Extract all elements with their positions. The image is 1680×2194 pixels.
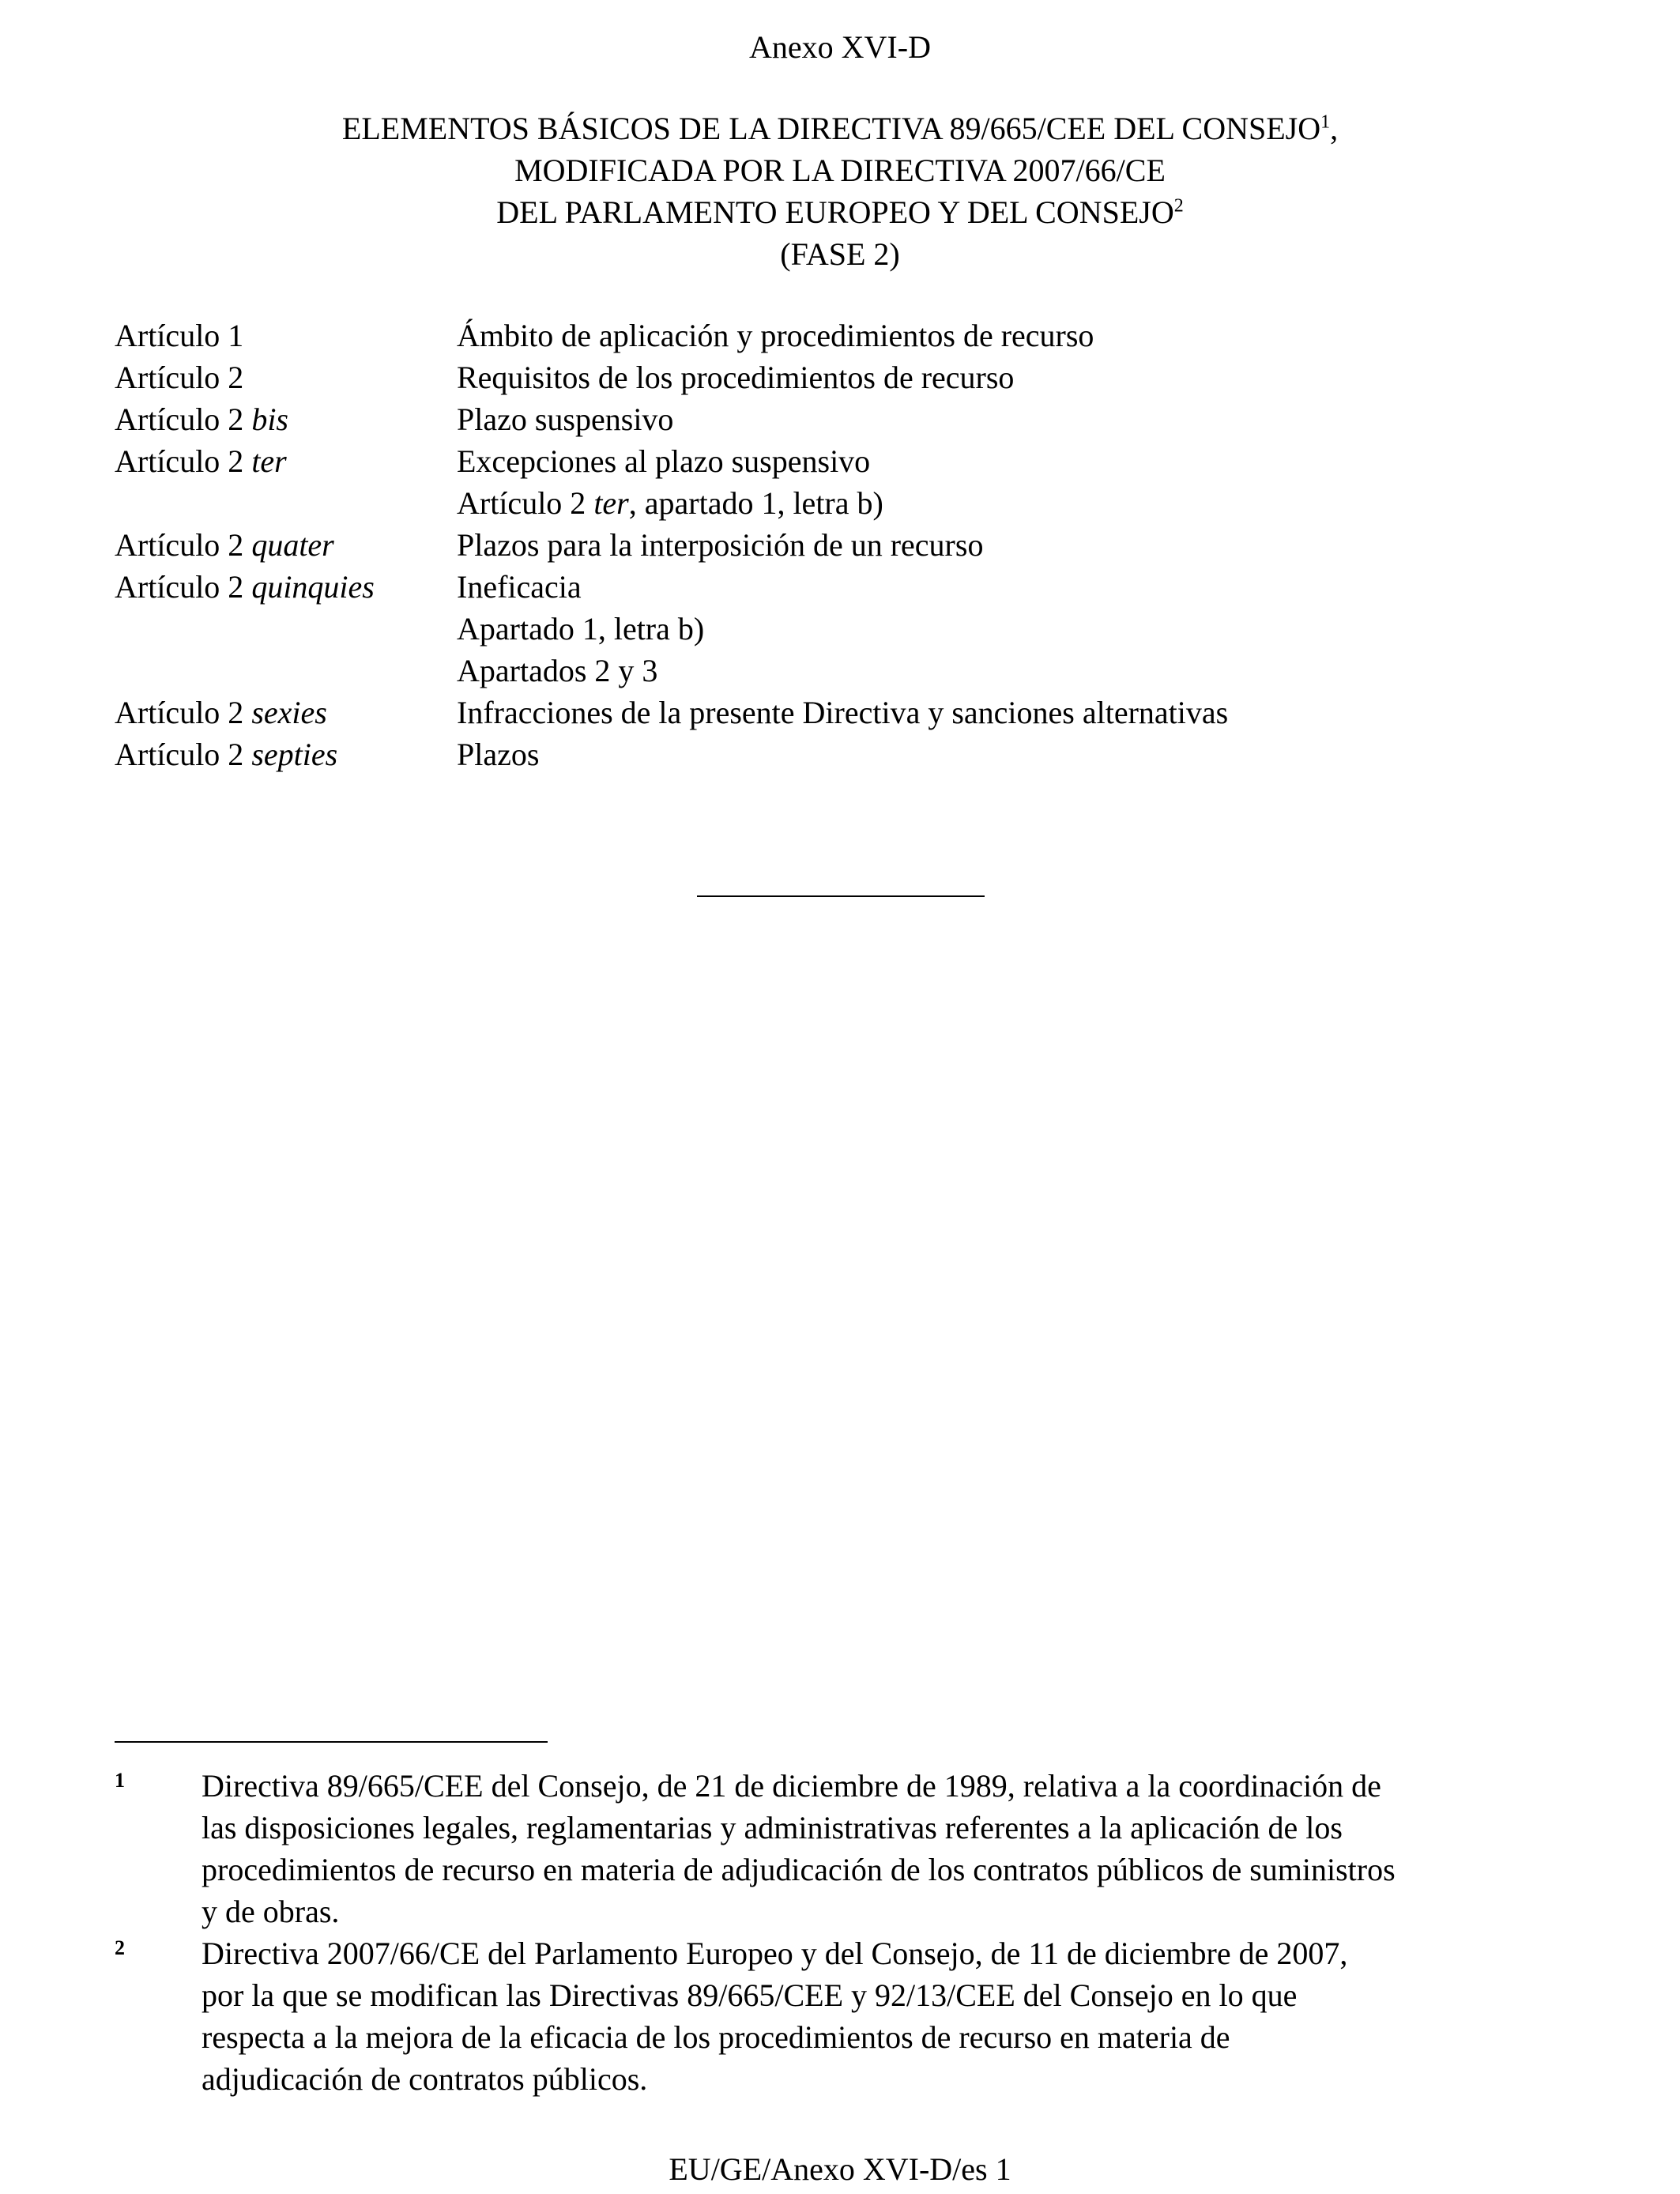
article-row xyxy=(115,692,1228,733)
article-label xyxy=(115,440,457,524)
section-divider xyxy=(697,895,985,897)
footnote-line: Directiva 2007/66/CE del Parlamento Europeo y del Consejo, de 11 de diciembre de 2007, xyxy=(202,1936,1348,1971)
article-description xyxy=(457,440,883,524)
article-label xyxy=(115,398,457,440)
article-label-suffix: bis xyxy=(251,401,288,437)
article-label-text: Artículo 2 xyxy=(115,527,252,563)
article-description-line: Plazo suspensivo xyxy=(457,401,674,437)
article-label-text: Artículo 2 xyxy=(115,360,244,395)
article-label-text: Artículo 2 xyxy=(115,737,252,772)
article-label xyxy=(115,315,457,356)
footnote-line: por la que se modifican las Directivas 89/665/CEE y 92/13/CEE del Consejo en lo que xyxy=(202,1977,1298,2013)
sub-ref-text: Artículo 2 xyxy=(457,485,594,521)
article-label-text: Artículo 2 xyxy=(115,569,252,605)
heading-line-4: (FASE 2) xyxy=(780,236,900,272)
article-description-line: Ineficacia xyxy=(457,569,582,605)
article-label-suffix: septies xyxy=(251,737,338,772)
article-description xyxy=(457,566,704,692)
article-label xyxy=(115,733,457,775)
document-heading xyxy=(0,107,1680,275)
footnote-line: adjudicación de contratos públicos. xyxy=(202,2061,648,2097)
article-label xyxy=(115,356,457,398)
sub-ref-italic: ter xyxy=(593,485,629,521)
footnote-line: respecta a la mejora de la eficacia de los procedimientos de recurso en materia de xyxy=(202,2019,1230,2055)
article-label-suffix: quater xyxy=(251,527,334,563)
footnote-number: 2 xyxy=(115,1936,125,1959)
footnote-separator xyxy=(115,1741,548,1743)
footnote-line: las disposiciones legales, reglamentarias y administrativas referentes a la aplicación de los xyxy=(202,1810,1343,1845)
footnote-1 xyxy=(115,1765,1584,1932)
article-row xyxy=(115,524,1228,566)
article-label xyxy=(115,524,457,566)
article-label xyxy=(115,566,457,692)
article-row xyxy=(115,356,1228,398)
footnote-text xyxy=(202,1932,1584,2100)
article-description xyxy=(457,356,1014,398)
article-label-text: Artículo 2 xyxy=(115,695,252,730)
sub-ref-suffix: , apartado 1, letra b) xyxy=(628,485,883,521)
article-row xyxy=(115,398,1228,440)
article-label xyxy=(115,692,457,733)
heading-line-1-text: ELEMENTOS BÁSICOS DE LA DIRECTIVA 89/665/CEE DEL CONSEJO xyxy=(341,111,1321,146)
article-label-suffix: ter xyxy=(251,443,287,479)
footnote-text xyxy=(202,1765,1584,1932)
article-description xyxy=(457,524,983,566)
article-label-suffix: quinquies xyxy=(251,569,375,605)
footnote-ref-1: 1 xyxy=(1320,111,1331,133)
footnote-ref-2: 2 xyxy=(1173,195,1184,217)
article-row xyxy=(115,733,1228,775)
footnote-line: procedimientos de recurso en materia de adjudicación de los contratos públicos de suministros xyxy=(202,1852,1396,1887)
article-label-text: Artículo 1 xyxy=(115,318,244,353)
article-row xyxy=(115,440,1228,524)
article-description-line: Requisitos de los procedimientos de recurso xyxy=(457,360,1015,395)
article-description-line: Plazos xyxy=(457,737,540,772)
article-description-line: Infracciones de la presente Directiva y sanciones alternativas xyxy=(457,695,1229,730)
article-description-line: Plazos para la interposición de un recurso xyxy=(457,527,984,563)
article-description xyxy=(457,398,673,440)
heading-line-3 xyxy=(0,191,1680,233)
article-description-line: Ámbito de aplicación y procedimientos de recurso xyxy=(457,318,1094,353)
heading-line-1-suffix: , xyxy=(1330,111,1339,146)
article-label-suffix: sexies xyxy=(251,695,327,730)
heading-line-2: MODIFICADA POR LA DIRECTIVA 2007/66/CE xyxy=(514,153,1166,188)
heading-line-3-text: DEL PARLAMENTO EUROPEO Y DEL CONSEJO xyxy=(496,194,1174,230)
article-row xyxy=(115,566,1228,692)
article-description xyxy=(457,692,1228,733)
footnote-number: 1 xyxy=(115,1769,125,1792)
articles-list xyxy=(115,315,1228,775)
page-footer: EU/GE/Anexo XVI-D/es 1 xyxy=(669,2151,1011,2187)
page-title: Anexo XVI-D xyxy=(749,29,931,65)
article-description-line: Apartado 1, letra b) xyxy=(457,611,705,647)
heading-line-1 xyxy=(0,107,1680,149)
article-label-text: Artículo 2 xyxy=(115,443,252,479)
article-label-text: Artículo 2 xyxy=(115,401,252,437)
article-description-line: Apartados 2 y 3 xyxy=(457,653,658,688)
footnotes xyxy=(115,1765,1584,2100)
article-description xyxy=(457,733,539,775)
footnote-2 xyxy=(115,1932,1584,2100)
footnote-line: Directiva 89/665/CEE del Consejo, de 21 de diciembre de 1989, relativa a la coordinación de xyxy=(202,1768,1381,1804)
footnote-line: y de obras. xyxy=(202,1894,340,1929)
article-description xyxy=(457,315,1094,356)
article-description-line: Excepciones al plazo suspensivo xyxy=(457,443,871,479)
article-row xyxy=(115,315,1228,356)
article-description-line xyxy=(457,482,883,524)
